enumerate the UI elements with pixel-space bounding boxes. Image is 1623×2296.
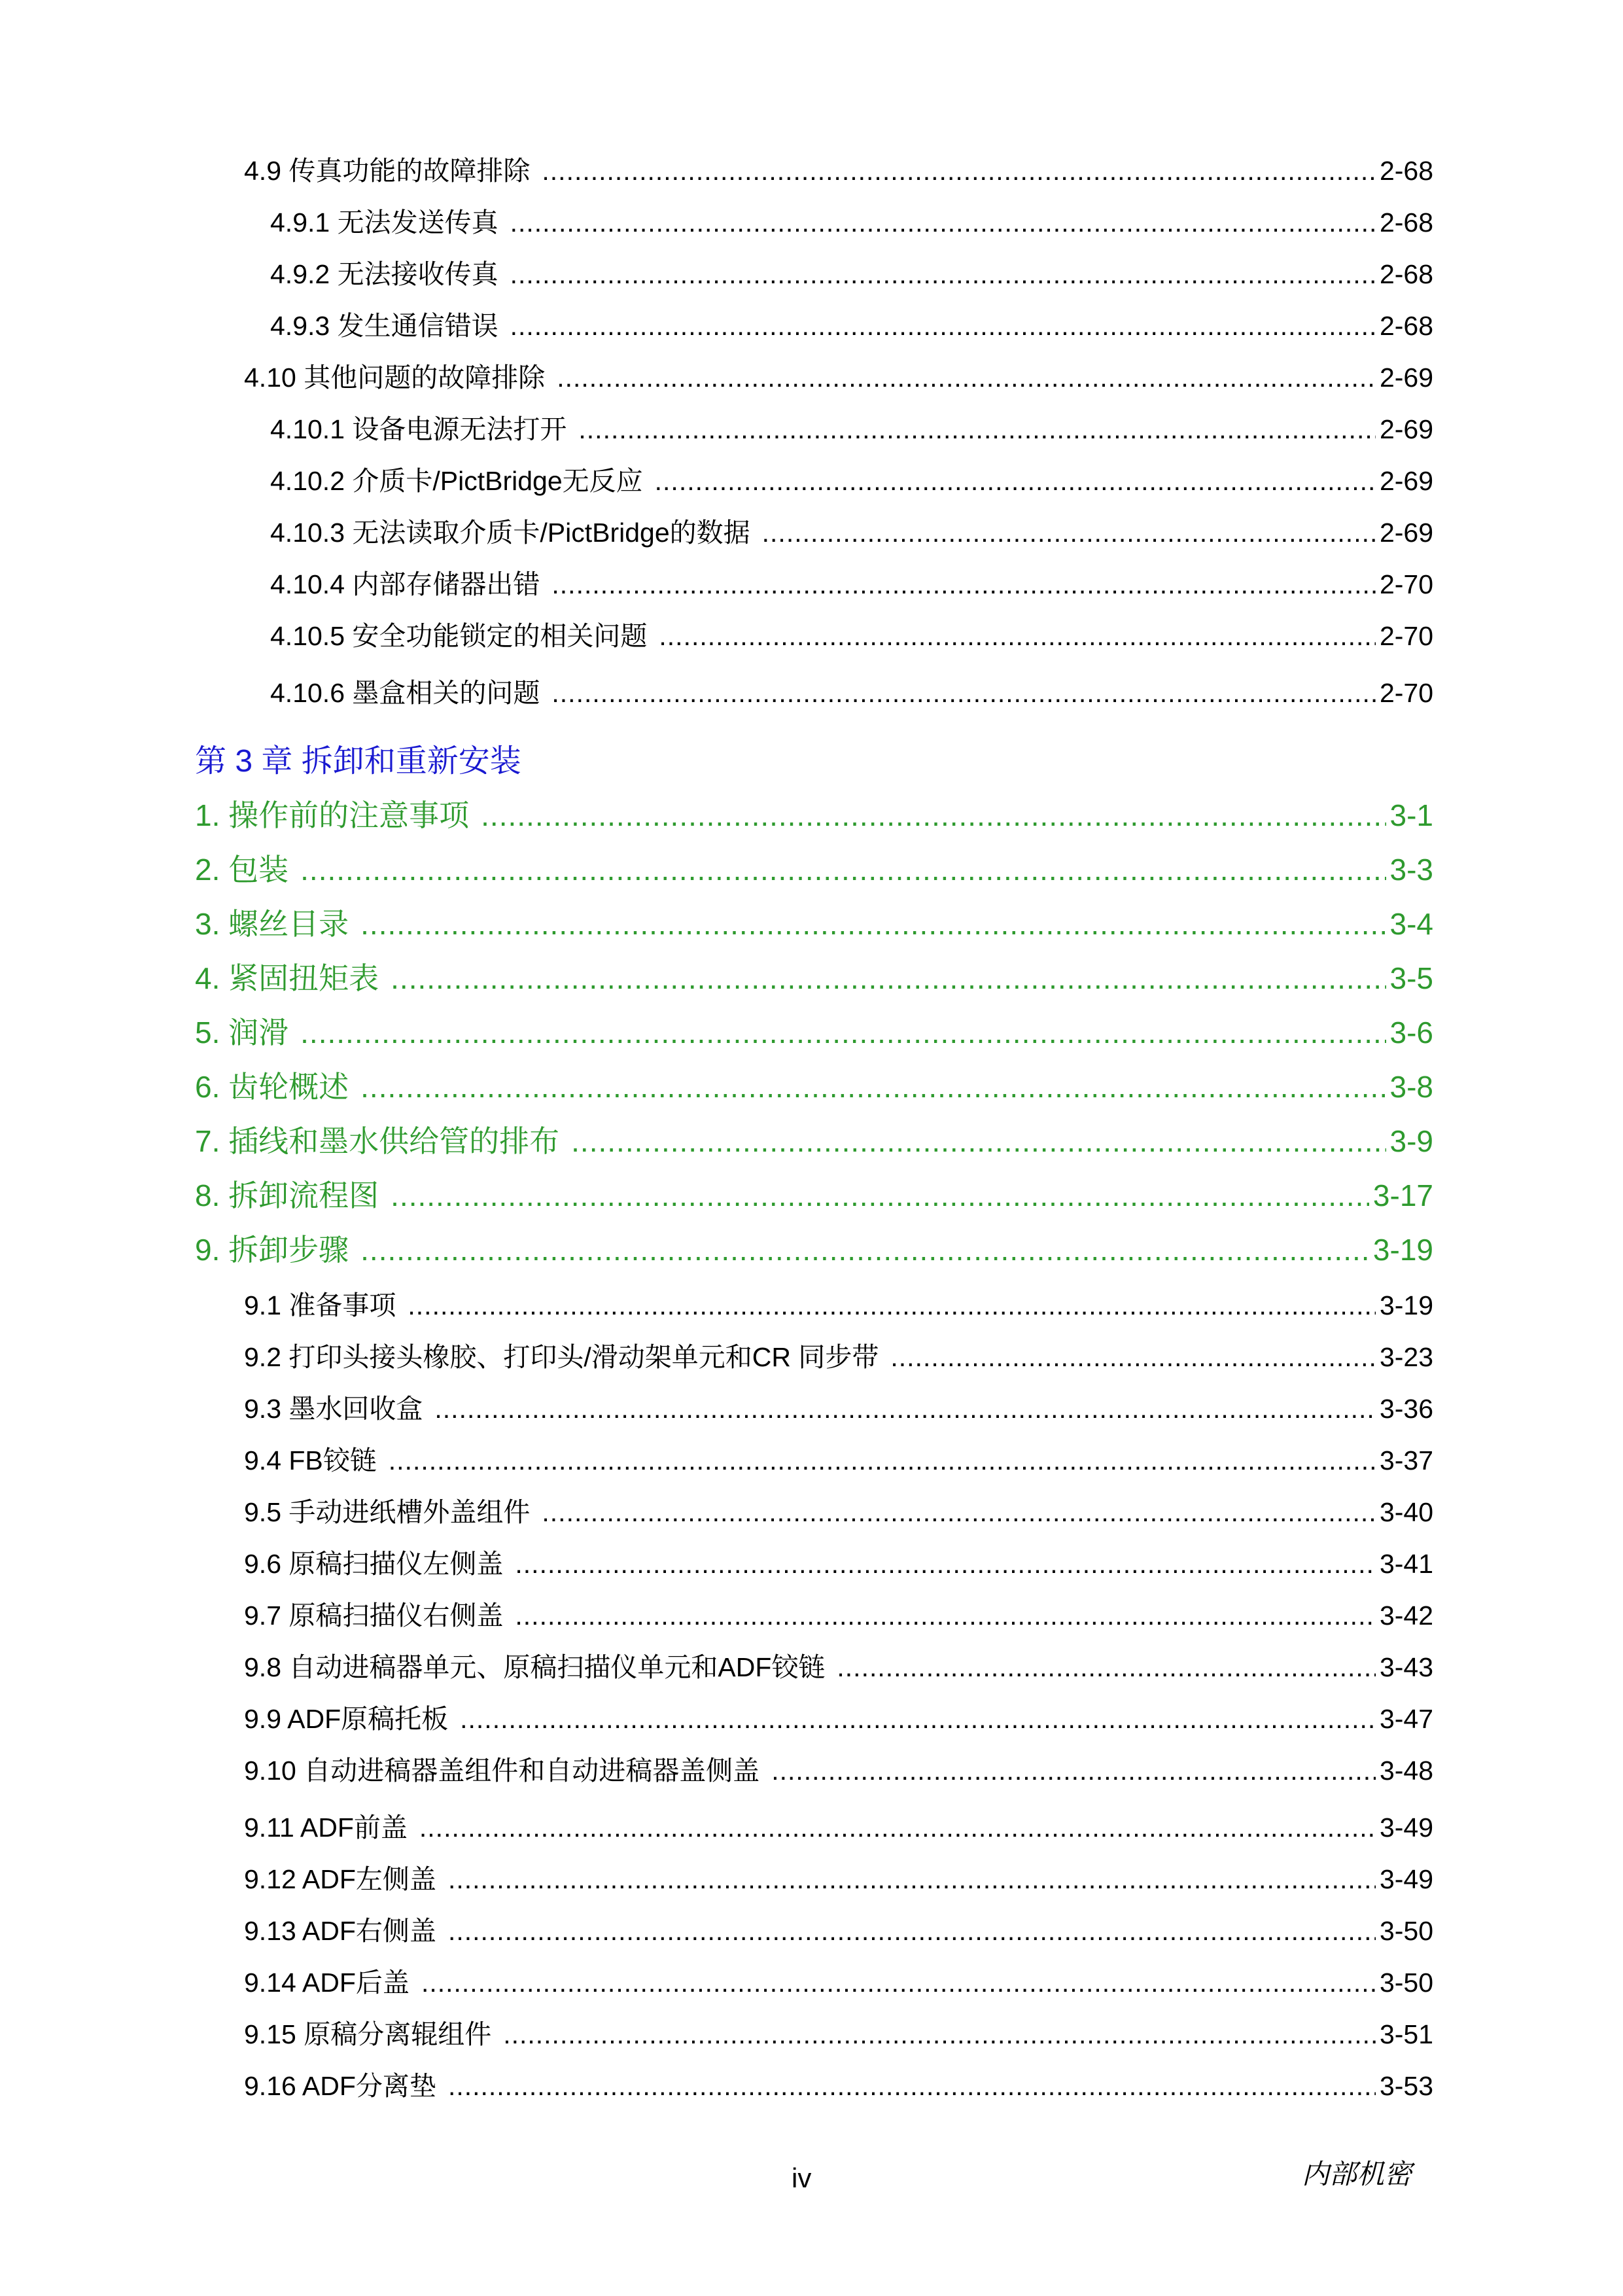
toc-section[interactable] [195, 1118, 1433, 1161]
dot-leader [448, 1916, 1376, 1947]
toc-entry-label: 4.10.4 内部存储器出错 [270, 569, 540, 599]
toc-entry[interactable] [270, 671, 1433, 710]
dot-leader [515, 1600, 1376, 1631]
toc-section[interactable] [195, 1009, 1433, 1052]
toc-entry[interactable] [244, 1697, 1433, 1736]
toc-entry-page: 2-69 [1379, 518, 1433, 548]
toc-entry[interactable] [244, 1387, 1433, 1426]
toc-section-label: 4. 紧固扭矩表 [195, 961, 379, 995]
dot-leader [391, 961, 1386, 996]
toc-entry-label: 9.15 原稿分离辊组件 [244, 2019, 492, 2049]
dot-leader [515, 1549, 1376, 1580]
dot-leader [360, 1232, 1369, 1267]
dot-leader [391, 1178, 1369, 1213]
toc-section-page: 3-5 [1389, 961, 1433, 995]
toc-entry[interactable] [244, 1284, 1433, 1322]
toc-entry[interactable] [270, 201, 1433, 239]
toc-entry[interactable] [244, 149, 1433, 188]
dot-leader [434, 1394, 1376, 1424]
toc-entry-label: 4.10.3 无法读取介质卡/PictBridge的数据 [270, 518, 750, 548]
toc-entry[interactable] [270, 253, 1433, 291]
toc-section-page: 3-9 [1389, 1124, 1433, 1158]
toc-entry-label: 9.7 原稿扫描仪右侧盖 [244, 1600, 504, 1631]
toc-entry-label: 4.9.1 无法发送传真 [270, 207, 498, 238]
toc-entry-label: 9.1 准备事项 [244, 1290, 396, 1320]
toc-section-page: 3-6 [1389, 1016, 1433, 1050]
toc-section[interactable] [195, 900, 1433, 944]
dot-leader [300, 852, 1386, 887]
toc-entry-label: 9.9 ADF原稿托板 [244, 1704, 449, 1734]
toc-entry-page: 2-68 [1379, 259, 1433, 289]
dot-leader [551, 678, 1376, 709]
dot-leader [360, 906, 1386, 942]
toc-entry[interactable] [270, 408, 1433, 446]
toc-section[interactable] [195, 792, 1433, 835]
dot-leader [578, 414, 1376, 445]
dot-leader [655, 466, 1376, 497]
toc-section-page: 3-17 [1372, 1178, 1433, 1212]
dot-leader [762, 518, 1376, 548]
toc-section-page: 3-8 [1389, 1070, 1433, 1104]
toc-entry-label: 4.10 其他问题的故障排除 [244, 362, 546, 393]
dot-leader [542, 1497, 1376, 1528]
toc-entry[interactable] [244, 1749, 1433, 1788]
dot-leader [448, 2071, 1376, 2102]
toc-section-label: 3. 螺丝目录 [195, 907, 349, 941]
toc-section-page: 3-3 [1389, 853, 1433, 887]
toc-entry[interactable] [244, 1335, 1433, 1374]
toc-section[interactable] [195, 955, 1433, 998]
toc-entry[interactable] [244, 2064, 1433, 2103]
toc-section-label: 6. 齿轮概述 [195, 1070, 349, 1104]
dot-leader [300, 1015, 1386, 1050]
dot-leader [890, 1342, 1376, 1373]
dot-leader [421, 1968, 1376, 1998]
toc-entry-page: 3-53 [1379, 2071, 1433, 2101]
toc-entry[interactable] [270, 459, 1433, 498]
toc-entry-label: 9.10 自动进稿器盖组件和自动进稿器盖侧盖 [244, 1756, 760, 1786]
dot-leader [503, 2019, 1376, 2050]
toc-entry-page: 2-69 [1379, 414, 1433, 444]
dot-leader [542, 156, 1376, 186]
toc-entry-page: 3-19 [1379, 1290, 1433, 1320]
toc-entry-page: 2-70 [1379, 569, 1433, 599]
toc-entry-page: 3-37 [1379, 1445, 1433, 1475]
toc-entry[interactable] [244, 1858, 1433, 1896]
toc-section[interactable] [195, 1226, 1433, 1269]
toc-entry-label: 9.16 ADF分离垫 [244, 2071, 436, 2101]
toc-entry[interactable] [244, 1594, 1433, 1633]
dot-leader [837, 1652, 1376, 1683]
dot-leader [448, 1864, 1376, 1895]
toc-entry-page: 3-40 [1379, 1497, 1433, 1527]
toc-entry[interactable] [244, 1439, 1433, 1477]
toc-section-page: 3-4 [1389, 907, 1433, 941]
toc-entry-label: 4.9.2 无法接收传真 [270, 259, 498, 289]
toc-entry-label: 9.12 ADF左侧盖 [244, 1864, 436, 1894]
dot-leader [571, 1123, 1386, 1159]
toc-entry-page: 2-68 [1379, 156, 1433, 186]
toc-entry-label: 9.6 原稿扫描仪左侧盖 [244, 1549, 504, 1579]
toc-section-label: 2. 包装 [195, 853, 289, 887]
dot-leader [460, 1704, 1376, 1735]
toc-entry[interactable] [244, 356, 1433, 395]
dot-leader [419, 1812, 1376, 1843]
toc-entry[interactable] [244, 1542, 1433, 1581]
toc-entry[interactable] [244, 1909, 1433, 1948]
dot-leader [389, 1445, 1376, 1476]
toc-entry-label: 9.5 手动进纸槽外盖组件 [244, 1497, 531, 1527]
toc-entry-label: 4.9.3 发生通信错误 [270, 311, 498, 341]
dot-leader [510, 311, 1376, 342]
toc-section-page: 3-1 [1389, 798, 1433, 832]
chapter-heading: 第 3 章 拆卸和重新安装 [195, 744, 521, 779]
toc-entry-label: 9.14 ADF后盖 [244, 1968, 410, 1998]
toc-entry-page: 3-50 [1379, 1916, 1433, 1946]
toc-entry[interactable] [270, 563, 1433, 601]
dot-leader [510, 259, 1376, 290]
toc-entry[interactable] [270, 614, 1433, 653]
toc-entry-label: 9.13 ADF右侧盖 [244, 1916, 436, 1946]
toc-section-label: 5. 润滑 [195, 1016, 289, 1050]
dot-leader [659, 621, 1376, 652]
toc-entry-label: 9.2 打印头接头橡胶、打印头/滑动架单元和CR 同步带 [244, 1342, 879, 1372]
toc-entry-page: 3-23 [1379, 1342, 1433, 1372]
dot-leader [408, 1290, 1376, 1321]
toc-section-page: 3-19 [1372, 1233, 1433, 1267]
toc-entry-label: 4.10.2 介质卡/PictBridge无反应 [270, 466, 643, 496]
toc-entry-label: 4.10.6 墨盒相关的问题 [270, 678, 540, 708]
toc-entry[interactable] [244, 1806, 1433, 1845]
toc-entry-label: 9.3 墨水回收盒 [244, 1394, 423, 1424]
toc-entry-label: 9.11 ADF前盖 [244, 1812, 408, 1843]
dot-leader [481, 798, 1386, 833]
toc-entry[interactable] [270, 511, 1433, 550]
dot-leader [557, 362, 1376, 393]
toc-section-label: 7. 插线和墨水供给管的排布 [195, 1124, 560, 1158]
toc-entry-label: 4.10.5 安全功能锁定的相关问题 [270, 621, 648, 651]
toc-section[interactable] [195, 1172, 1433, 1215]
dot-leader [360, 1069, 1386, 1104]
toc-section[interactable] [195, 846, 1433, 889]
toc-entry-page: 3-42 [1379, 1600, 1433, 1631]
toc-entry-page: 2-68 [1379, 311, 1433, 341]
toc-entry-page: 3-49 [1379, 1812, 1433, 1843]
toc-entry[interactable] [244, 1961, 1433, 2000]
toc-entry[interactable] [270, 304, 1433, 343]
toc-entry[interactable] [244, 1646, 1433, 1684]
confidential-label: 内部机密 [1302, 2160, 1412, 2190]
toc-entry-page: 2-69 [1379, 466, 1433, 496]
toc-section-label: 1. 操作前的注意事项 [195, 798, 470, 832]
toc-entry-page: 3-49 [1379, 1864, 1433, 1894]
toc-entry-label: 9.8 自动进稿器单元、原稿扫描仪单元和ADF铰链 [244, 1652, 826, 1682]
toc-entry-page: 3-51 [1379, 2019, 1433, 2049]
toc-entry[interactable] [244, 2013, 1433, 2051]
toc-entry-page: 3-43 [1379, 1652, 1433, 1682]
toc-entry-label: 4.10.1 设备电源无法打开 [270, 414, 567, 444]
toc-entry-page: 3-41 [1379, 1549, 1433, 1579]
toc-entry[interactable] [244, 1491, 1433, 1529]
toc-entry-page: 2-70 [1379, 678, 1433, 708]
dot-leader [771, 1756, 1376, 1786]
toc-entry-page: 2-68 [1379, 207, 1433, 238]
toc-entry-page: 2-69 [1379, 362, 1433, 393]
toc-entry-page: 3-50 [1379, 1968, 1433, 1998]
toc-section[interactable] [195, 1063, 1433, 1106]
toc-entry-page: 2-70 [1379, 621, 1433, 651]
toc-entry-page: 3-36 [1379, 1394, 1433, 1424]
page-number: iv [792, 2163, 812, 2193]
toc-entry-page: 3-47 [1379, 1704, 1433, 1734]
toc-section-label: 9. 拆卸步骤 [195, 1233, 349, 1267]
toc-entry-page: 3-48 [1379, 1756, 1433, 1786]
toc-entry-label: 4.9 传真功能的故障排除 [244, 156, 531, 186]
dot-leader [551, 569, 1376, 600]
dot-leader [510, 207, 1376, 238]
toc-entry-label: 9.4 FB铰链 [244, 1445, 377, 1475]
toc-section-label: 8. 拆卸流程图 [195, 1178, 379, 1212]
